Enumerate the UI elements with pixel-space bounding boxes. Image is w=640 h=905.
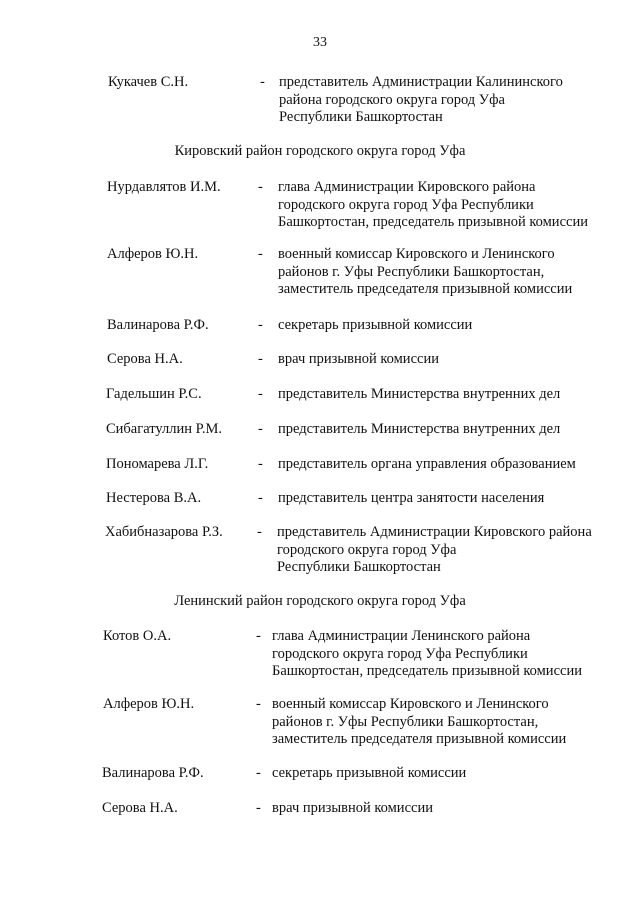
role-line: секретарь призывной комиссии xyxy=(272,765,467,781)
member-role xyxy=(278,246,572,299)
section-heading-kirovsky: Кировский район городского округа город Уфа xyxy=(174,143,466,159)
member-role xyxy=(278,456,576,474)
role-line: Башкортостан, председатель призывной комиссии xyxy=(272,663,582,679)
separator-dash: - xyxy=(258,317,263,333)
separator-dash: - xyxy=(256,628,261,644)
page-number: 33 xyxy=(313,35,327,50)
separator-dash: - xyxy=(256,765,261,781)
role-line: представитель органа управления образованием xyxy=(278,456,576,472)
separator-dash: - xyxy=(258,179,263,195)
member-name: Серова Н.А. xyxy=(107,351,183,367)
member-role xyxy=(278,490,544,508)
role-line: представитель Министерства внутренних дел xyxy=(278,421,561,437)
role-line: Республики Башкортостан xyxy=(277,559,441,575)
role-line: представитель Администрации Кировского района xyxy=(277,524,592,540)
role-line: представитель Министерства внутренних дел xyxy=(278,386,561,402)
role-line: районов г. Уфы Республики Башкортостан, xyxy=(278,263,545,280)
role-line: врач призывной комиссии xyxy=(278,351,439,367)
separator-dash: - xyxy=(258,386,263,402)
member-name: Нурдавлятов И.М. xyxy=(107,179,221,195)
member-name: Валинарова Р.Ф. xyxy=(102,765,204,781)
member-name: Серова Н.А. xyxy=(102,800,178,816)
member-name: Алферов Ю.Н. xyxy=(107,246,199,262)
role-line: городского округа город Уфа Республики xyxy=(278,196,534,213)
role-line: Республики Башкортостан xyxy=(279,109,443,125)
role-line: городского округа город Уфа Республики xyxy=(272,645,528,662)
member-role xyxy=(272,765,466,783)
separator-dash: - xyxy=(258,421,263,437)
member-name: Гадельшин Р.С. xyxy=(106,386,202,402)
member-role xyxy=(278,386,560,404)
separator-dash: - xyxy=(256,800,261,816)
member-role xyxy=(272,628,582,681)
role-line: представитель Администрации Калининского xyxy=(279,74,563,90)
member-name: Сибагатуллин Р.М. xyxy=(106,421,223,437)
role-line: военный комиссар Кировского и Ленинского xyxy=(278,246,555,262)
member-role xyxy=(278,317,472,335)
member-name: Валинарова Р.Ф. xyxy=(107,317,209,333)
separator-dash: - xyxy=(258,490,263,506)
separator-dash: - xyxy=(257,524,262,540)
role-line: врач призывной комиссии xyxy=(272,800,433,816)
member-role xyxy=(278,351,439,369)
member-role xyxy=(279,74,563,127)
member-name: Кукачев С.Н. xyxy=(108,74,189,90)
member-role xyxy=(278,421,560,439)
member-role xyxy=(277,524,592,577)
section-heading-leninsky: Ленинский район городского округа город Уфа xyxy=(174,593,466,609)
member-name: Пономарева Л.Г. xyxy=(106,456,209,472)
role-line: военный комиссар Кировского и Ленинского xyxy=(272,696,549,712)
role-line: глава Администрации Ленинского района xyxy=(272,628,531,644)
member-role xyxy=(278,179,588,232)
member-name: Котов О.А. xyxy=(103,628,172,644)
role-line: Башкортостан, председатель призывной комиссии xyxy=(278,214,588,230)
separator-dash: - xyxy=(258,246,263,262)
separator-dash: - xyxy=(258,456,263,472)
member-name: Нестерова В.А. xyxy=(106,490,202,506)
separator-dash: - xyxy=(258,351,263,367)
separator-dash: - xyxy=(260,74,265,90)
member-role xyxy=(272,800,433,818)
role-line: секретарь призывной комиссии xyxy=(278,317,473,333)
role-line: района городского округа город Уфа xyxy=(279,91,505,108)
member-name: Хабибназарова Р.З. xyxy=(105,524,223,540)
role-line: глава Администрации Кировского района xyxy=(278,179,536,195)
role-line: представитель центра занятости населения xyxy=(278,490,545,506)
member-role xyxy=(272,696,566,749)
role-line: городского округа город Уфа xyxy=(277,541,457,558)
role-line: заместитель председателя призывной комиссии xyxy=(278,281,573,297)
member-name: Алферов Ю.Н. xyxy=(103,696,195,712)
role-line: заместитель председателя призывной комиссии xyxy=(272,731,567,747)
role-line: районов г. Уфы Республики Башкортостан, xyxy=(272,713,539,730)
separator-dash: - xyxy=(256,696,261,712)
